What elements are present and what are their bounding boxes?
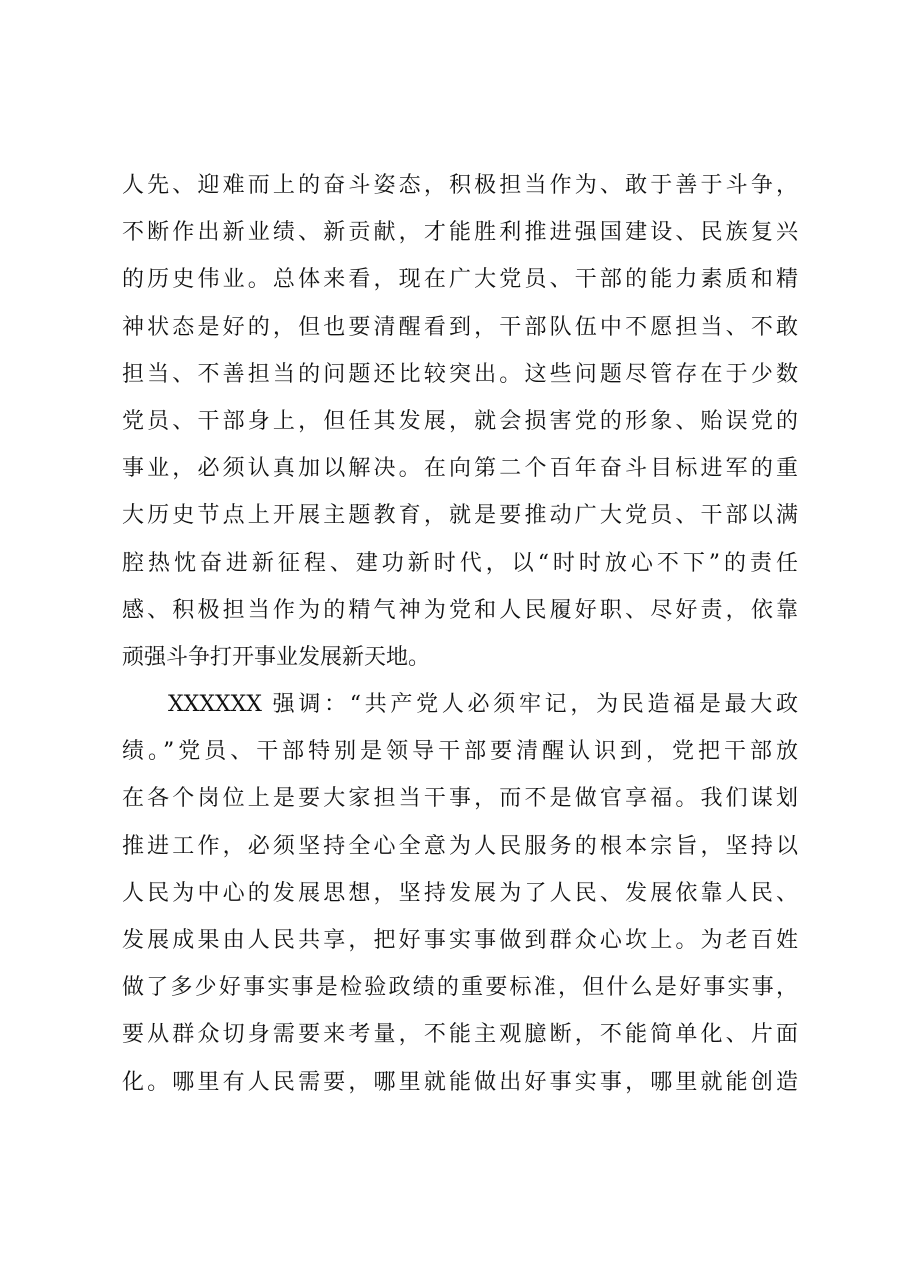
text-line: 事业，必须认真加以解决。在向第二个百年奋斗目标进军的重 bbox=[122, 456, 798, 482]
text-line: 不断作出新业绩、新贡献，才能胜利推进强国建设、民族复兴 bbox=[122, 220, 798, 246]
text-line: 化。哪里有人民需要，哪里就能做出好事实事，哪里就能创造 bbox=[122, 1069, 798, 1095]
text-line: XXXXXX 强调：“共产党人必须牢记，为民造福是最大政 bbox=[168, 692, 798, 718]
text-line: 担当、不善担当的问题还比较突出。这些问题尽管存在于少数 bbox=[122, 361, 798, 387]
text-line: 感、积极担当作为的精气神为党和人民履好职、尽好责，依靠 bbox=[122, 597, 798, 623]
text-line: 腔热忱奋进新征程、建功新时代，以“时时放心不下”的责任 bbox=[122, 550, 798, 576]
text-line: 人民为中心的发展思想，坚持发展为了人民、发展依靠人民、 bbox=[122, 880, 798, 906]
text-line: 神状态是好的，但也要清醒看到，干部队伍中不愿担当、不敢 bbox=[122, 314, 798, 340]
text-line: 做了多少好事实事是检验政绩的重要标准，但什么是好事实事， bbox=[122, 975, 798, 1001]
document-body bbox=[122, 162, 798, 1106]
text-line: 人先、迎难而上的奋斗姿态，积极担当作为、敢于善于斗争， bbox=[122, 173, 798, 198]
text-line: 发展成果由人民共享，把好事实事做到群众心坎上。为老百姓 bbox=[122, 928, 798, 953]
text-line: 在各个岗位上是要大家担当干事，而不是做官享福。我们谋划 bbox=[122, 786, 798, 812]
text-line: 绩。”党员、干部特别是领导干部要清醒认识到，党把干部放 bbox=[122, 739, 798, 765]
text-line: 要从群众切身需要来考量，不能主观臆断，不能简单化、片面 bbox=[122, 1022, 798, 1048]
text-line: 党员、干部身上，但任其发展，就会损害党的形象、贻误党的 bbox=[122, 408, 798, 434]
text-line: 顽强斗争打开事业发展新天地。 bbox=[122, 644, 431, 670]
paragraph-2 bbox=[122, 681, 798, 1106]
text-line: 的历史伟业。总体来看，现在广大党员、干部的能力素质和精 bbox=[122, 267, 798, 293]
text-line: 大历史节点上开展主题教育，就是要推动广大党员、干部以满 bbox=[122, 503, 798, 529]
paragraph-1 bbox=[122, 162, 798, 681]
text-line: 推进工作，必须坚持全心全意为人民服务的根本宗旨，坚持以 bbox=[122, 833, 798, 859]
